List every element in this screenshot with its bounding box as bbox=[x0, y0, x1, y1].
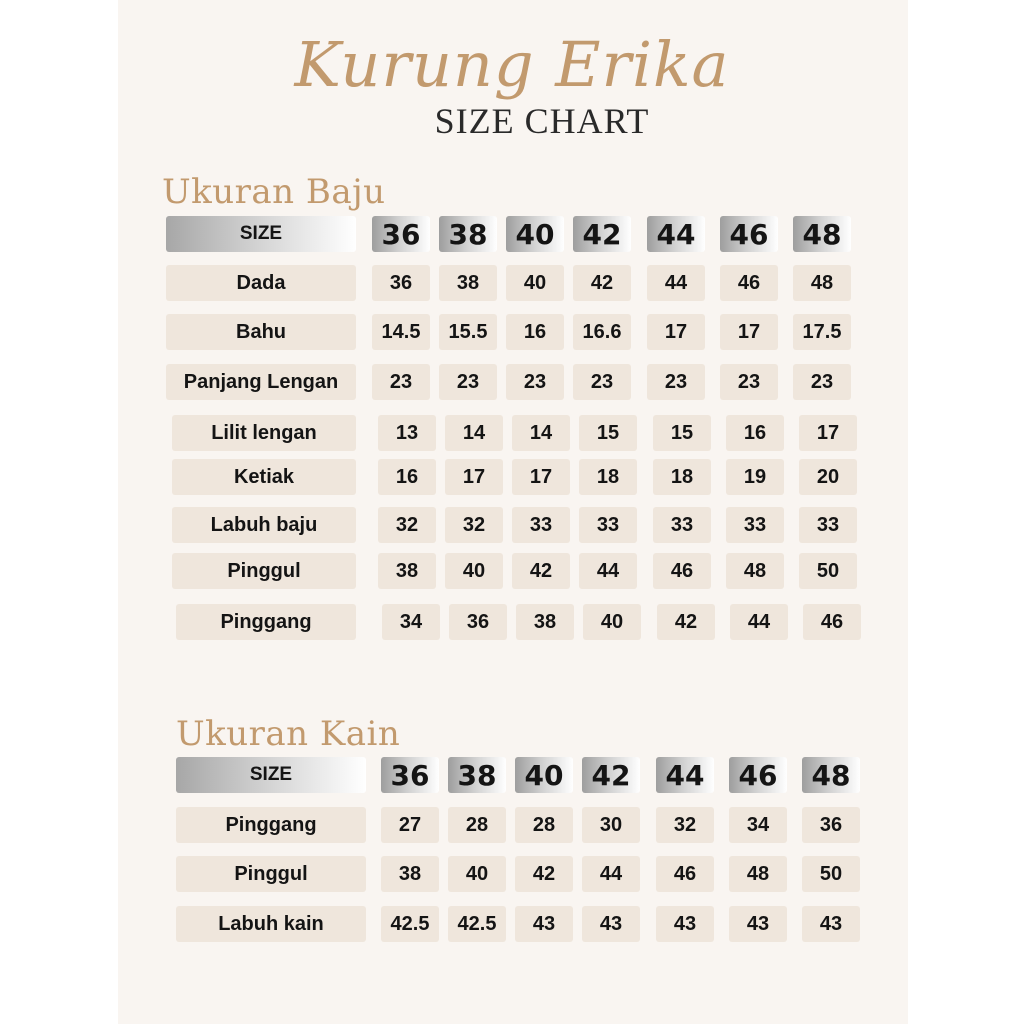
size-value: 36 bbox=[372, 265, 430, 301]
row-label: Labuh kain bbox=[176, 906, 366, 942]
row-label: Labuh baju bbox=[172, 507, 356, 543]
size-value: 46 bbox=[653, 553, 711, 589]
size-header-42: 42 bbox=[582, 757, 640, 793]
row-label: Pinggul bbox=[172, 553, 356, 589]
size-value: 50 bbox=[802, 856, 860, 892]
size-value: 19 bbox=[726, 459, 784, 495]
size-value: 23 bbox=[720, 364, 778, 400]
size-value: 23 bbox=[793, 364, 851, 400]
size-value: 23 bbox=[372, 364, 430, 400]
row-label: Panjang Lengan bbox=[166, 364, 356, 400]
size-header-48: 48 bbox=[802, 757, 860, 793]
size-value: 36 bbox=[449, 604, 507, 640]
size-value: 28 bbox=[448, 807, 506, 843]
size-value: 15 bbox=[653, 415, 711, 451]
size-header-44: 44 bbox=[647, 216, 705, 252]
size-value: 42.5 bbox=[448, 906, 506, 942]
size-value: 44 bbox=[730, 604, 788, 640]
size-value: 15 bbox=[579, 415, 637, 451]
size-value: 16 bbox=[506, 314, 564, 350]
size-header-38: 38 bbox=[448, 757, 506, 793]
size-value: 48 bbox=[729, 856, 787, 892]
size-value: 48 bbox=[726, 553, 784, 589]
size-value: 40 bbox=[506, 265, 564, 301]
size-header-48: 48 bbox=[793, 216, 851, 252]
size-value: 48 bbox=[793, 265, 851, 301]
size-value: 13 bbox=[378, 415, 436, 451]
size-value: 17 bbox=[799, 415, 857, 451]
size-value: 38 bbox=[439, 265, 497, 301]
size-value: 33 bbox=[799, 507, 857, 543]
size-value: 44 bbox=[647, 265, 705, 301]
size-value: 38 bbox=[378, 553, 436, 589]
size-value: 42 bbox=[512, 553, 570, 589]
size-header-36: 36 bbox=[381, 757, 439, 793]
size-value: 23 bbox=[647, 364, 705, 400]
row-label: Bahu bbox=[166, 314, 356, 350]
section-title-kain: Ukuran Kain bbox=[176, 714, 401, 754]
size-value: 27 bbox=[381, 807, 439, 843]
size-value: 42 bbox=[573, 265, 631, 301]
size-value: 43 bbox=[656, 906, 714, 942]
size-value: 32 bbox=[378, 507, 436, 543]
size-value: 36 bbox=[802, 807, 860, 843]
size-value: 43 bbox=[802, 906, 860, 942]
size-value: 16 bbox=[378, 459, 436, 495]
size-value: 18 bbox=[579, 459, 637, 495]
section-title-baju: Ukuran Baju bbox=[162, 172, 386, 212]
size-value: 23 bbox=[439, 364, 497, 400]
size-value: 46 bbox=[803, 604, 861, 640]
row-label: Dada bbox=[166, 265, 356, 301]
size-header-44: 44 bbox=[656, 757, 714, 793]
size-value: 43 bbox=[729, 906, 787, 942]
brand-title: Kurung Erika bbox=[294, 28, 730, 101]
row-label: Pinggul bbox=[176, 856, 366, 892]
size-value: 17 bbox=[720, 314, 778, 350]
size-value: 34 bbox=[382, 604, 440, 640]
size-value: 17 bbox=[512, 459, 570, 495]
size-header-36: 36 bbox=[372, 216, 430, 252]
size-value: 42.5 bbox=[381, 906, 439, 942]
size-value: 16 bbox=[726, 415, 784, 451]
size-value: 33 bbox=[726, 507, 784, 543]
size-header-46: 46 bbox=[729, 757, 787, 793]
row-label: Pinggang bbox=[176, 807, 366, 843]
size-value: 33 bbox=[579, 507, 637, 543]
size-value: 32 bbox=[656, 807, 714, 843]
size-value: 30 bbox=[582, 807, 640, 843]
page-subtitle: SIZE CHART bbox=[434, 101, 650, 141]
size-value: 43 bbox=[582, 906, 640, 942]
size-value: 50 bbox=[799, 553, 857, 589]
size-header-40: 40 bbox=[515, 757, 573, 793]
size-value: 20 bbox=[799, 459, 857, 495]
size-value: 18 bbox=[653, 459, 711, 495]
size-header-38: 38 bbox=[439, 216, 497, 252]
size-value: 32 bbox=[445, 507, 503, 543]
size-value: 38 bbox=[381, 856, 439, 892]
size-value: 46 bbox=[720, 265, 778, 301]
size-header-40: 40 bbox=[506, 216, 564, 252]
size-value: 28 bbox=[515, 807, 573, 843]
size-header-46: 46 bbox=[720, 216, 778, 252]
size-value: 40 bbox=[445, 553, 503, 589]
size-value: 17.5 bbox=[793, 314, 851, 350]
size-header-42: 42 bbox=[573, 216, 631, 252]
row-label: Ketiak bbox=[172, 459, 356, 495]
size-value: 14.5 bbox=[372, 314, 430, 350]
size-value: 40 bbox=[448, 856, 506, 892]
size-value: 16.6 bbox=[573, 314, 631, 350]
size-value: 44 bbox=[579, 553, 637, 589]
size-value: 14 bbox=[512, 415, 570, 451]
size-value: 46 bbox=[656, 856, 714, 892]
size-header-label: SIZE bbox=[176, 757, 366, 793]
size-value: 38 bbox=[516, 604, 574, 640]
size-header-label: SIZE bbox=[166, 216, 356, 252]
size-value: 17 bbox=[445, 459, 503, 495]
size-value: 43 bbox=[515, 906, 573, 942]
size-value: 40 bbox=[583, 604, 641, 640]
size-value: 14 bbox=[445, 415, 503, 451]
size-value: 23 bbox=[506, 364, 564, 400]
size-value: 23 bbox=[573, 364, 631, 400]
size-value: 17 bbox=[647, 314, 705, 350]
size-value: 42 bbox=[515, 856, 573, 892]
size-value: 33 bbox=[512, 507, 570, 543]
size-value: 15.5 bbox=[439, 314, 497, 350]
size-value: 42 bbox=[657, 604, 715, 640]
size-value: 44 bbox=[582, 856, 640, 892]
size-value: 34 bbox=[729, 807, 787, 843]
row-label: Pinggang bbox=[176, 604, 356, 640]
size-value: 33 bbox=[653, 507, 711, 543]
row-label: Lilit lengan bbox=[172, 415, 356, 451]
